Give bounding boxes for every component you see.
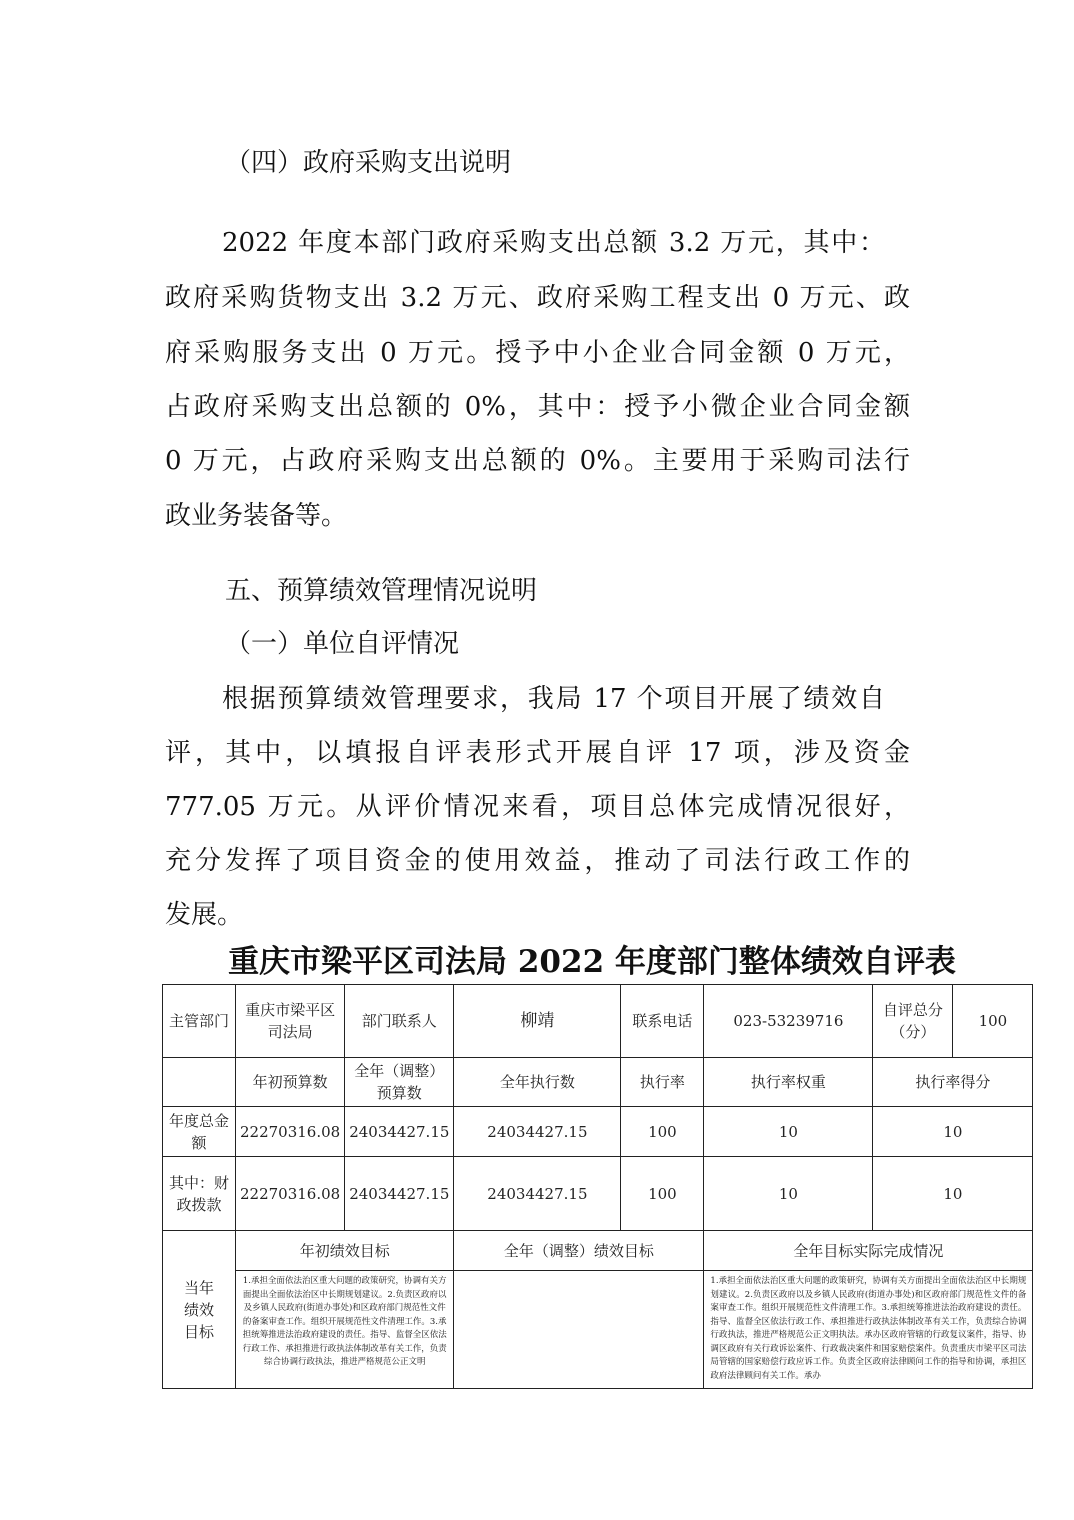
cell: 执行率得分 [873,1058,1033,1107]
paragraph-line: 充分发挥了项目资金的使用效益，推动了司法行政工作的 [165,846,910,876]
paragraph-line: 政府采购货物支出 3.2 万元、政府采购工程支出 0 万元、政 [165,283,910,313]
table-title: 重庆市梁平区司法局 2022 年度部门整体绩效自评表 [228,944,956,980]
cell: 柳靖 [454,985,621,1058]
table-row [163,1271,1033,1389]
cell: 全年（调整）预算数 [345,1058,454,1107]
cell: 重庆市梁平区司法局 [236,985,345,1058]
cell: 1.承担全面依法治区重大问题的政策研究，协调有关方面提出全面依法治区中长期规划建议。2.负责区政府以及乡镇人民政府(街道办事处)和区政府部门规范性文件的备案审查工作。组织开展规范性文件清理工作。3.承担统筹推进法治政府建设的责任。指导、监督全区依法行政工作、承担推进行政执法体制改革有关工作，负责综合协调行政执法，推进严格规范公正文明执法。承办区政府管辖的行政复议案件，指导、协调区政府有关行政诉讼案件、行政裁决案件和国家赔偿案件。负责重庆市梁平区司法局管辖的国家赔偿行政应诉工作。负责全区政府法律顾问工作的指导和协调，承担区政府法律顾问有关工作。承办 [704,1271,1033,1389]
cell: 100 [621,1157,704,1231]
table-row [163,1107,1033,1157]
paragraph-line: 政业务装备等。 [165,501,348,531]
cell: 24034427.15 [345,1157,454,1231]
paragraph-line: 发展。 [165,900,244,930]
cell: 24034427.15 [345,1107,454,1157]
cell: 执行率 [621,1058,704,1107]
paragraph-line: 777.05 万元。从评价情况来看，项目总体完成情况很好， [165,792,910,822]
cell: 10 [873,1107,1033,1157]
cell: 023-53239716 [704,985,873,1058]
cell: 年初绩效目标 [236,1231,454,1271]
paragraph-line: 2022 年度本部门政府采购支出总额 3.2 万元，其中： [222,228,885,258]
cell: 全年执行数 [454,1058,621,1107]
cell: 主管部门 [163,985,236,1058]
cell: 1.承担全面依法治区重大问题的政策研究，协调有关方面提出全面依法治区中长期规划建议。2.负责区政府以及乡镇人民政府(街道办事处)和区政府部门规范性文件的备案审查工作。组织开展规范性文件清理工作。3.承担统筹推进法治政府建设的责任。指导、监督全区依法行政工作、承担推进行政执法体制改革有关工作，负责综合协调行政执法，推进严格规范公正文明 [236,1271,454,1389]
section-heading: 五、预算绩效管理情况说明 [225,576,538,606]
cell: 22270316.08 [236,1107,345,1157]
cell: 部门联系人 [345,985,454,1058]
cell: 联系电话 [621,985,704,1058]
cell: 年度总金额 [163,1107,236,1157]
cell: 10 [873,1157,1033,1231]
cell [454,1271,704,1389]
paragraph-line: 府采购服务支出 0 万元。授予中小企业合同金额 0 万元， [165,338,910,368]
section-heading: （一）单位自评情况 [225,629,460,659]
cell: 其中：财政拨款 [163,1157,236,1231]
table-row [163,985,1033,1058]
cell: 10 [704,1107,873,1157]
cell: 自评总分（分） [873,985,953,1058]
cell: 执行率权重 [704,1058,873,1107]
self-evaluation-table [162,984,1033,1389]
cell: 24034427.15 [454,1157,621,1231]
table-row [163,1231,1033,1271]
cell [163,1058,236,1107]
cell: 100 [621,1107,704,1157]
cell: 22270316.08 [236,1157,345,1231]
table-row [163,1157,1033,1231]
cell: 全年目标实际完成情况 [704,1231,1033,1271]
section-heading: （四）政府采购支出说明 [225,148,512,178]
paragraph-line: 评，其中，以填报自评表形式开展自评 17 项，涉及资金 [165,738,910,768]
cell: 年初预算数 [236,1058,345,1107]
paragraph-line: 根据预算绩效管理要求，我局 17 个项目开展了绩效自 [222,684,885,714]
cell: 24034427.15 [454,1107,621,1157]
paragraph-line: 占政府采购支出总额的 0%，其中：授予小微企业合同金额 [165,392,910,422]
cell: 全年（调整）绩效目标 [454,1231,704,1271]
table-row [163,1058,1033,1107]
cell: 10 [704,1157,873,1231]
cell: 100 [953,985,1033,1058]
cell: 当年绩效目标 [163,1231,236,1389]
paragraph-line: 0 万元，占政府采购支出总额的 0%。主要用于采购司法行 [165,446,910,476]
